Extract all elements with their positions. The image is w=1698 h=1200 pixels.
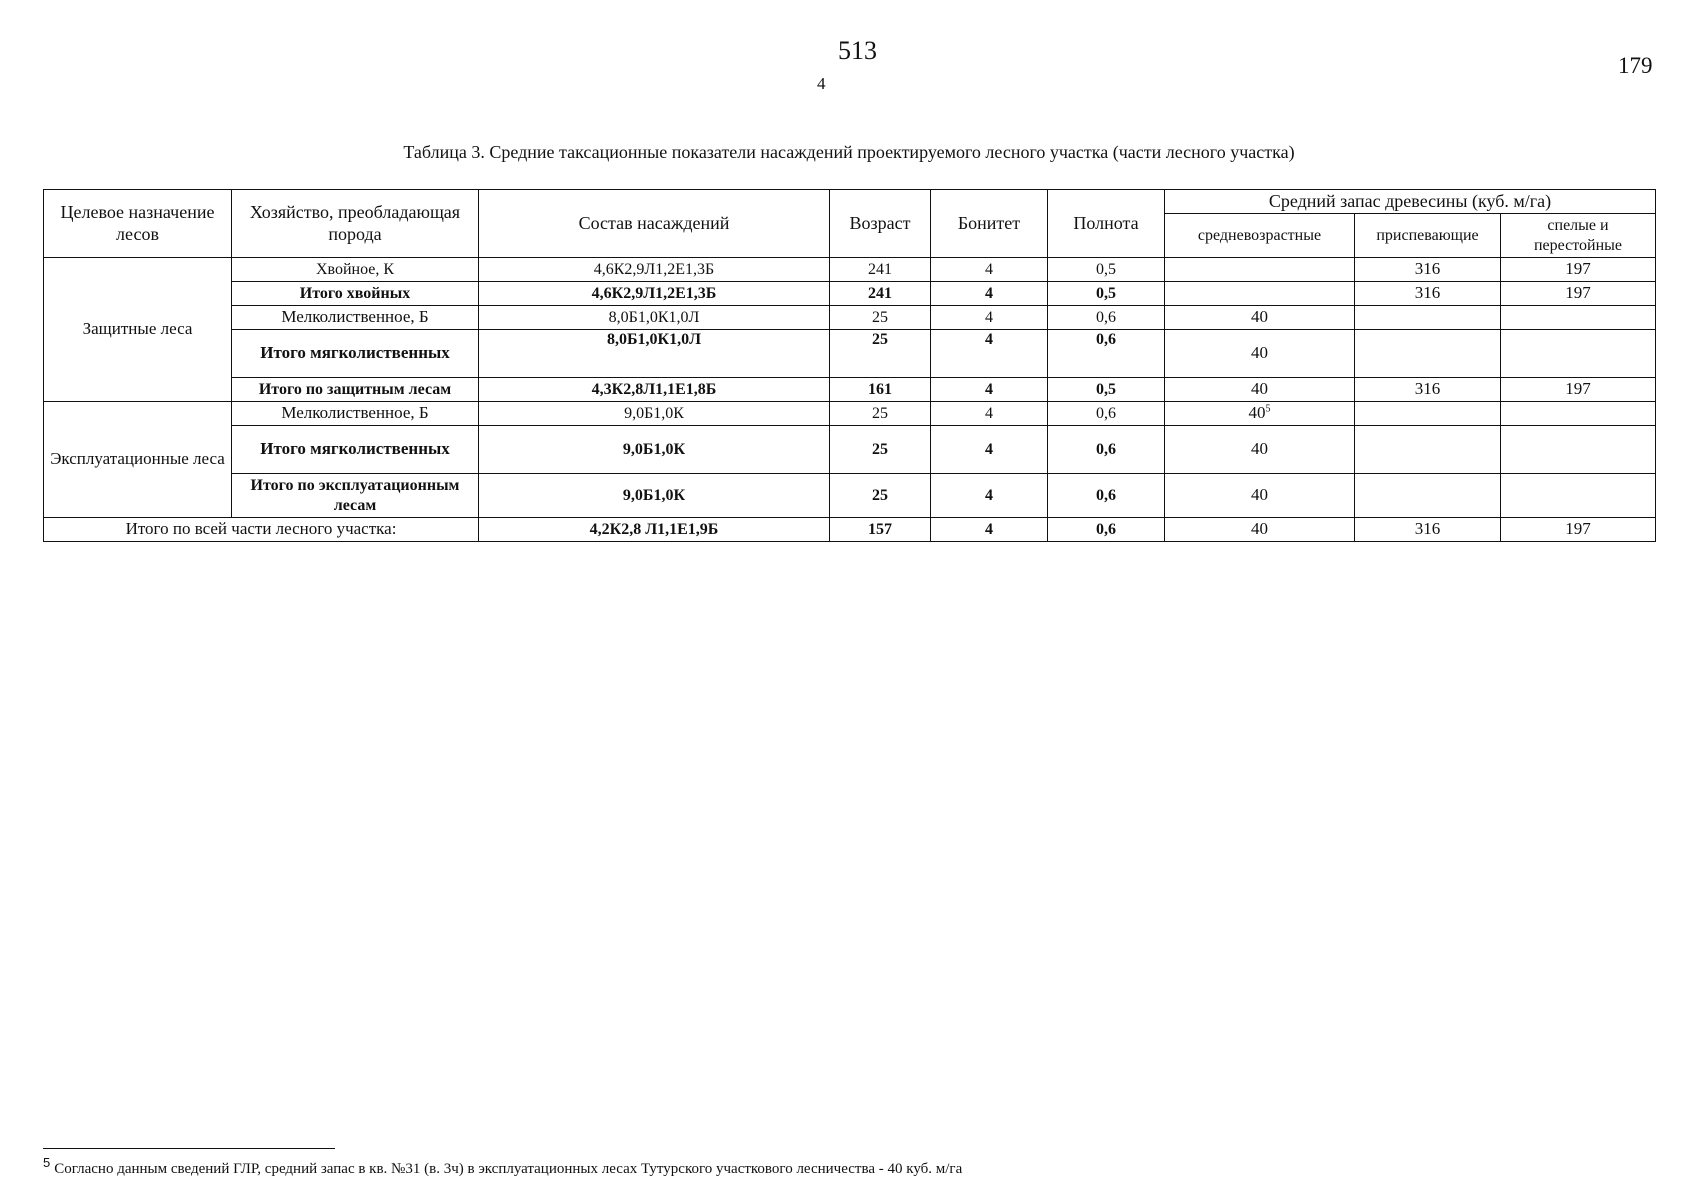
cell-farm: Итого по защитным лесам (232, 378, 479, 402)
cell-farm: Итого по эксплуатационным лесам (232, 474, 479, 518)
header-bonitet: Бонитет (931, 190, 1048, 258)
footnote (43, 1155, 963, 1178)
total-age: 157 (830, 518, 931, 542)
taxation-table (43, 189, 1656, 542)
cell-stock-pre (1355, 474, 1501, 518)
cell-stock-pre: 316 (1355, 378, 1501, 402)
cell-age: 25 (830, 306, 931, 330)
cell-age: 25 (830, 474, 931, 518)
page-number-main: 513 (838, 36, 877, 65)
cell-age: 25 (830, 330, 931, 378)
cell-density: 0,6 (1048, 426, 1165, 474)
group-purpose-protective: Защитные леса (44, 258, 232, 402)
header-density: Полнота (1048, 190, 1165, 258)
cell-density: 0,5 (1048, 282, 1165, 306)
header-row-1 (44, 190, 1656, 214)
cell-bonitet: 4 (931, 282, 1048, 306)
cell-stock-mid: 40 (1165, 306, 1355, 330)
table-row (44, 330, 1656, 378)
cell-composition: 9,0Б1,0К (479, 474, 830, 518)
footnote-text: Согласно данным сведений ГЛР, средний запас в кв. №31 (в. 3ч) в эксплуатационных лесах Тутурского участкового лесничества - 40 куб. м/га (54, 1161, 963, 1177)
cell-density: 0,6 (1048, 402, 1165, 426)
cell-farm: Мелколиственное, Б (232, 306, 479, 330)
cell-bonitet: 4 (931, 426, 1048, 474)
cell-bonitet: 4 (931, 378, 1048, 402)
cell-stock-pre (1355, 402, 1501, 426)
cell-stock-mid (1165, 282, 1355, 306)
cell-bonitet: 4 (931, 258, 1048, 282)
cell-composition: 9,0Б1,0К (479, 402, 830, 426)
cell-stock-mid: 40 (1165, 378, 1355, 402)
cell-stock-ripe (1501, 306, 1656, 330)
table-caption: Таблица 3. Средние таксационные показатели насаждений проектируемого лесного участка (части лесного участка) (403, 142, 1295, 162)
cell-density: 0,6 (1048, 330, 1165, 378)
cell-farm: Итого мягколиственных (232, 426, 479, 474)
header-stock-group: Средний запас древесины (куб. м/га) (1165, 190, 1656, 214)
cell-stock-pre (1355, 330, 1501, 378)
header-stock-ripe: спелые и перестойные (1501, 214, 1656, 258)
cell-composition: 4,6К2,9Л1,2Е1,3Б (479, 258, 830, 282)
cell-density: 0,6 (1048, 474, 1165, 518)
cell-bonitet: 4 (931, 306, 1048, 330)
cell-stock-ripe (1501, 330, 1656, 378)
page-number-sub: 4 (817, 74, 826, 93)
stock-mid-value: 40 (1248, 403, 1266, 423)
cell-composition: 8,0Б1,0К1,0Л (479, 330, 830, 378)
table-row (44, 426, 1656, 474)
cell-density: 0,6 (1048, 306, 1165, 330)
cell-stock-ripe (1501, 402, 1656, 426)
page-number-right: 179 (1618, 53, 1653, 78)
cell-bonitet: 4 (931, 474, 1048, 518)
cell-stock-mid (1165, 258, 1355, 282)
total-row (44, 518, 1656, 542)
cell-farm: Итого хвойных (232, 282, 479, 306)
cell-stock-mid: 40 (1165, 474, 1355, 518)
cell-stock-pre (1355, 426, 1501, 474)
cell-density: 0,5 (1048, 378, 1165, 402)
table-row (44, 282, 1656, 306)
cell-density: 0,5 (1048, 258, 1165, 282)
table-row (44, 258, 1656, 282)
cell-bonitet: 4 (931, 330, 1048, 378)
cell-stock-mid (1165, 402, 1355, 426)
cell-stock-pre: 316 (1355, 258, 1501, 282)
cell-composition: 9,0Б1,0К (479, 426, 830, 474)
cell-composition: 8,0Б1,0К1,0Л (479, 306, 830, 330)
cell-farm: Мелколиственное, Б (232, 402, 479, 426)
total-stock-ripe: 197 (1501, 518, 1656, 542)
cell-age: 25 (830, 426, 931, 474)
table-row (44, 306, 1656, 330)
header-age: Возраст (830, 190, 931, 258)
header-composition: Состав насаждений (479, 190, 830, 258)
header-farm: Хозяйство, преобладающая порода (232, 190, 479, 258)
cell-stock-mid: 40 (1165, 330, 1355, 378)
total-composition: 4,2К2,8 Л1,1Е1,9Б (479, 518, 830, 542)
table-row (44, 378, 1656, 402)
cell-stock-ripe: 197 (1501, 282, 1656, 306)
cell-age: 241 (830, 282, 931, 306)
cell-age: 161 (830, 378, 931, 402)
cell-farm: Итого мягколиственных (232, 330, 479, 378)
header-stock-mid: средневозрастные (1165, 214, 1355, 258)
total-density: 0,6 (1048, 518, 1165, 542)
cell-composition: 4,3К2,8Л1,1Е1,8Б (479, 378, 830, 402)
group-purpose-exploitation: Эксплуатационные леса (44, 402, 232, 518)
cell-stock-pre: 316 (1355, 282, 1501, 306)
cell-stock-mid: 40 (1165, 426, 1355, 474)
footnote-reference: 5 (1265, 403, 1271, 415)
cell-farm: Хвойное, К (232, 258, 479, 282)
total-label: Итого по всей части лесного участка: (44, 518, 479, 542)
footnote-number: 5 (43, 1155, 51, 1170)
table-row (44, 474, 1656, 518)
cell-stock-ripe (1501, 426, 1656, 474)
table-row (44, 402, 1656, 426)
total-stock-pre: 316 (1355, 518, 1501, 542)
cell-stock-ripe (1501, 474, 1656, 518)
total-bonitet: 4 (931, 518, 1048, 542)
header-purpose: Целевое назначение лесов (44, 190, 232, 258)
cell-age: 25 (830, 402, 931, 426)
cell-bonitet: 4 (931, 402, 1048, 426)
cell-age: 241 (830, 258, 931, 282)
cell-stock-ripe: 197 (1501, 258, 1656, 282)
footnote-separator (43, 1148, 335, 1149)
header-stock-pre: приспевающие (1355, 214, 1501, 258)
cell-composition: 4,6К2,9Л1,2Е1,3Б (479, 282, 830, 306)
total-stock-mid: 40 (1165, 518, 1355, 542)
cell-stock-ripe: 197 (1501, 378, 1656, 402)
cell-stock-pre (1355, 306, 1501, 330)
